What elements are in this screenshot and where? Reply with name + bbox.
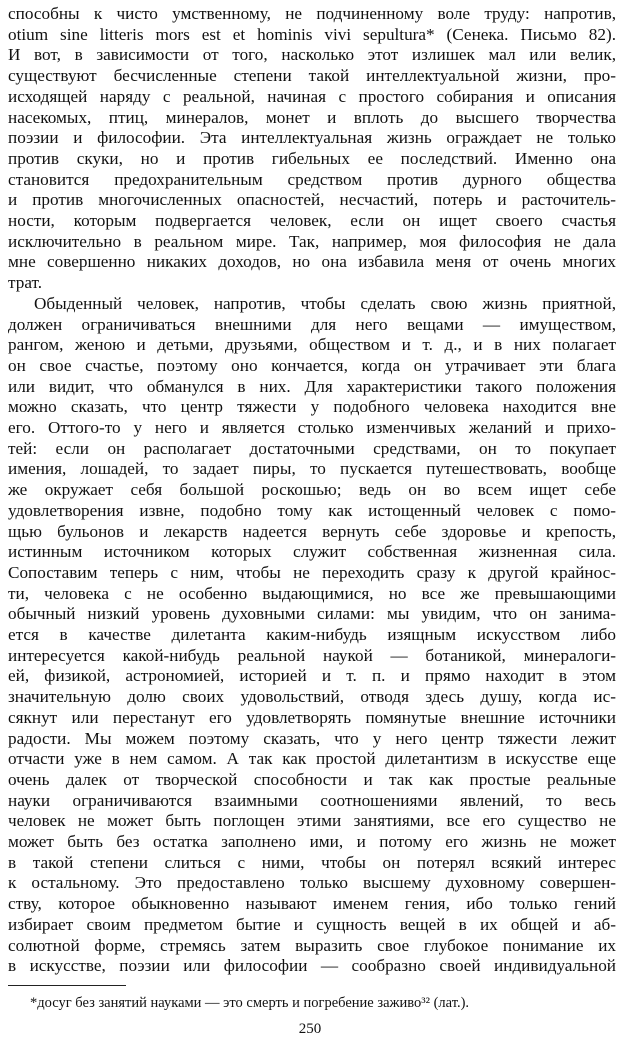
text-line: тей: если он располагает достаточными средствами, он то покупает: [8, 438, 616, 458]
text-line: Сопоставим теперь с ним, чтобы не переходить сразу к другой крайнос-: [8, 562, 616, 582]
text-line: обычный низкий уровень духовными силами: мы увидим, что он занима-: [8, 604, 616, 624]
text-line: рангом, женою и детьми, друзьями, обществом и т. д., и в них полагает: [8, 335, 616, 355]
text-line: человек не может быть поглощен этими занятиями, все его существо не: [8, 811, 616, 831]
text-line: ти, человека с не особенно выдающимися, но все же превышающими: [8, 583, 616, 603]
text-line: солютной форме, стремясь затем выразить свое глубокое понимание их: [8, 935, 616, 955]
text-line: мне совершенно никаких доходов, но она избавила меня от очень многих: [8, 252, 616, 272]
text-line: становится предохранительным средством против дурного общества: [8, 169, 616, 189]
footnote: *досуг без занятий науками — это смерть и погребение заживо³² (лат.).: [30, 995, 470, 1011]
text-line: истинным источником которых служит собственная жизненная сила.: [8, 542, 616, 562]
text-line: исходящей наряду с реальной, начиная с простого собирания и описания: [8, 86, 616, 106]
text-line: или видит, что обманулся в них. Для характеристики такого положения: [8, 376, 616, 396]
text-line: можно сказать, что центр тяжести у подобного человека находится вне: [8, 397, 616, 417]
text-line: исключительно в реальном мире. Так, например, моя философия не дала: [8, 231, 616, 251]
text-line: значительную долю своих удовольствий, отводя здесь душу, когда ис-: [8, 687, 616, 707]
text-line: избирает своим предметом бытие и сущность вещей в их общей и аб-: [8, 914, 616, 934]
text-line: ется в качестве дилетанта каким-нибудь изящным искусством либо: [8, 625, 616, 644]
text-line: существуют бесчисленные степени такой интеллектуальной жизни, про-: [8, 66, 616, 86]
text-line: он свое счастье, поэтому оно кончается, когда он утрачивает эти блага: [8, 355, 616, 375]
text-line: otium sine litteris mors est et hominis vivi sepultura* (Сенека. Письмо 82).: [8, 24, 616, 44]
text-line: его. Оттого-то у него и является столько изменчивых желаний и прихо-: [8, 418, 616, 437]
text-line: науки ограничиваются взаимными соотношениями явлений, то весь: [8, 790, 616, 810]
text-line: против скуки, но и против гибельных ее последствий. Именно она: [8, 148, 616, 168]
text-line: удовлетворения извне, подобно тому как истощенный человек с помо-: [8, 500, 616, 520]
text-line: очень далек от творческой способности и так как простые реальные: [8, 769, 616, 789]
text-line: насекомых, птиц, минералов, монет и вплоть до высшего творчества: [8, 107, 616, 127]
footnote-divider: [8, 985, 126, 986]
text-line: интересуется какой-нибудь реальной наукой — ботаникой, минералоги-: [8, 645, 616, 665]
text-line-paragraph-start: Обыденный человек, напротив, чтобы сделать свою жизнь приятной,: [34, 293, 616, 313]
text-line: же окружает себя большой роскошью; ведь он во всем ищет себе: [8, 480, 616, 500]
text-line: поэзии и философии. Эта интеллектуальная жизнь ограждает не только: [8, 128, 616, 148]
text-line: имения, лошадей, то задает пиры, то пускается путешествовать, вообще: [8, 459, 616, 479]
text-line: отчасти уже в нем самом. А так как простой дилетантизм в искусстве еще: [8, 749, 616, 769]
text-line: радости. Мы можем поэтому сказать, что у него центр тяжести лежит: [8, 728, 616, 748]
text-line: сякнут или перестанут его удовлетворять помянутые внешние источники: [8, 707, 616, 727]
text-line: И вот, в зависимости от того, насколько этот излишек мал или велик,: [8, 45, 616, 65]
text-line: в искусстве, поэзии или философии — сообразно своей индивидуальной: [8, 956, 616, 976]
text-line: способны к чисто умственному, не подчиненному воле труду: напротив,: [8, 4, 616, 23]
text-line: ей, физикой, астрономией, историей и т. п. и прямо находит в этом: [8, 666, 616, 686]
text-line: щью бульонов и лекарств надеется вернуть себе здоровье и крепость,: [8, 521, 616, 541]
text-line: и против многочисленных опасностей, несчастий, потерь и расточитель-: [8, 190, 616, 210]
text-line: может быть без остатка заполнено ими, и потому его жизнь не может: [8, 832, 616, 851]
text-line: должен ограничиваться внешними для него вещами — имуществом,: [8, 314, 616, 334]
page-number: 250: [298, 1021, 322, 1037]
text-line: ности, которым подвергается человек, если он ищет своего счастья: [8, 211, 616, 230]
text-line: к остальному. Это предоставлено только высшему духовному совершен-: [8, 873, 616, 893]
text-line: ству, которое обыкновенно называют именем гения, ибо только гений: [8, 894, 616, 914]
text-line-paragraph-end: трат.: [8, 273, 43, 293]
text-line: в такой степени слиться с ними, чтобы он потерял всякий интерес: [8, 852, 616, 872]
